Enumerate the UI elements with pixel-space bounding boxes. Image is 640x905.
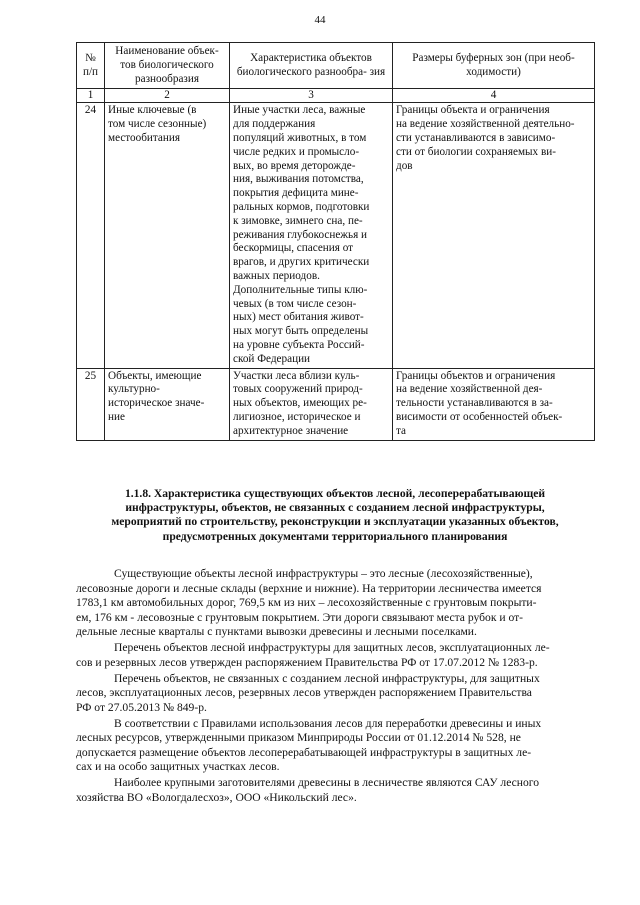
paragraph: Существующие объекты лесной инфраструктуры – это лесные (лесохозяйственные), лесовозные дороги и лесные склады (верхние и нижние). На территории лесничества имеется 1783,1 км автомобильных дорог, 769,5 км из них – лесохозяйственные с грунтовым покрыти- ем, 176 км - лесовозные с грунтовым покрытием. Эти дороги связывают места рубок и от- дельные лесные кварталы с пунктами вывозки древесины и лесными поселками. xyxy=(76,567,542,638)
body-text xyxy=(76,567,594,807)
column-number: 4 xyxy=(393,89,595,103)
page-number: 44 xyxy=(314,14,326,26)
row-number: 24 xyxy=(77,103,105,368)
object-name-cell: Объекты, имеющие культурно- историческое значе- ние xyxy=(105,368,230,440)
table-header-row xyxy=(77,43,595,89)
column-number: 3 xyxy=(230,89,393,103)
header-number: № п/п xyxy=(77,43,105,89)
header-characteristic: Характеристика объектов биологического разнообра- зия xyxy=(230,43,393,89)
table-row xyxy=(77,368,595,440)
buffer-zone-cell: Границы объекта и ограничения на ведение хозяйственной деятельно- сти устанавливаются в зависимо- сти от биологии сохраняемых ви- дов xyxy=(393,103,595,368)
header-object-name: Наименование объек- тов биологического разнообразия xyxy=(105,43,230,89)
paragraph: Наиболее крупными заготовителями древесины в лесничестве являются САУ лесного хозяйства ВО «Вологдалесхоз», ООО «Никольский лес». xyxy=(76,776,540,804)
section-heading: 1.1.8. Характеристика существующих объектов лесной, лесоперерабатывающей инфраструктуры, объектов, не связанных с созданием лесной инфраструктуры, мероприятий по строительству, реконструкции и эксплуатации указанных объектов, предусмотренных документами территориального планирования xyxy=(111,487,559,543)
table-row xyxy=(77,103,595,368)
buffer-zone-cell: Границы объектов и ограничения на ведение хозяйственной дея- тельности устанавливаются в за- висимости от особенностей объек- та xyxy=(393,368,595,440)
header-buffer-zones: Размеры буферных зон (при необ- ходимости) xyxy=(393,43,595,89)
object-name-cell: Иные ключевые (в том числе сезонные) местообитания xyxy=(105,103,230,368)
paragraph: Перечень объектов лесной инфраструктуры для защитных лесов, эксплуатационных ле- сов и резервных лесов утвержден распоряжением Правительства РФ от 17.07.2012 № 1283-р. xyxy=(76,641,550,669)
paragraph: Перечень объектов, не связанных с созданием лесной инфраструктуры, для защитных лесов, эксплуатационных лесов, резервных лесов утвержден распоряжением Правительства РФ от 27.05.2013 № 849-р. xyxy=(76,671,540,714)
column-number-row xyxy=(77,89,595,103)
paragraph: В соответствии с Правилами использования лесов для переработки древесины и иных лесных ресурсов, утвержденными приказом Минприроды России от 01.12.2014 № 528, не допускается размещение объектов лесоперерабатывающей инфраструктуры в защитных ле- сах и на особо защитных участках лесов. xyxy=(76,716,542,773)
characteristic-cell: Участки леса вблизи куль- товых сооружений природ- ных объектов, имеющих ре- лигиозное, историческое и архитектурное значение xyxy=(230,368,393,440)
column-number: 2 xyxy=(105,89,230,103)
biodiversity-table xyxy=(76,42,595,441)
column-number: 1 xyxy=(77,89,105,103)
characteristic-cell: Иные участки леса, важные для поддержания популяций животных, в том числе редких и промысло- вых, во время деторожде- ния, выживания потомства, покрытия дефицита мине- ральных кормов, подготовки к зимовке, зимнего сна, пе- реживания глубокоснежья и бескормицы, спасения от врагов, и других критически важных периодов. Дополнительные типы клю- чевых (в том числе сезон- ных) мест обитания живот- ных могут быть определены на уровне субъекта Россий- ской Федерации xyxy=(230,103,393,368)
row-number: 25 xyxy=(77,368,105,440)
